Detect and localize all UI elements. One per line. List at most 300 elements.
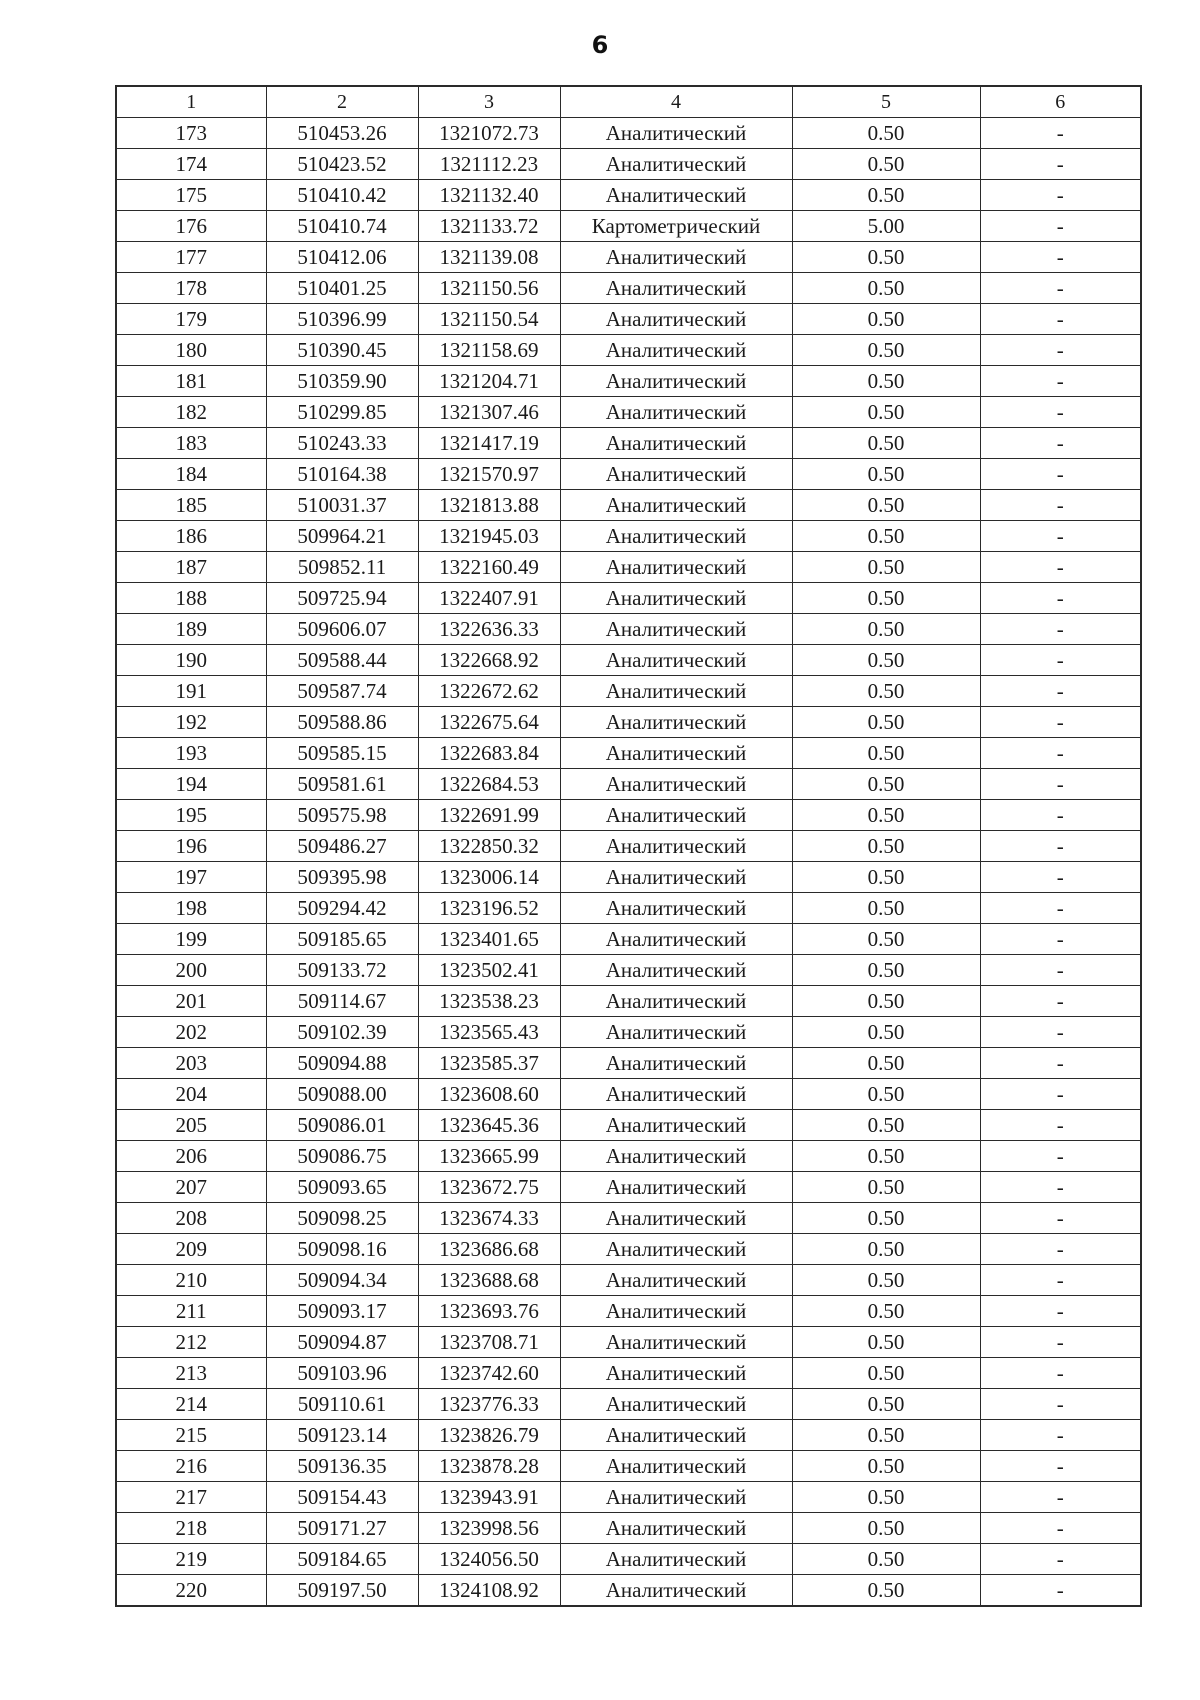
table-row — [116, 1172, 1141, 1203]
accuracy-cell: 0.50 — [792, 986, 980, 1017]
table-row — [116, 955, 1141, 986]
method-cell: Аналитический — [560, 831, 792, 862]
table-row — [116, 1513, 1141, 1544]
column-header-3: 3 — [418, 86, 560, 118]
description-cell: - — [980, 490, 1141, 521]
y-coordinate-cell: 1322160.49 — [418, 552, 560, 583]
method-cell: Аналитический — [560, 1234, 792, 1265]
x-coordinate-cell: 510243.33 — [266, 428, 418, 459]
method-cell: Аналитический — [560, 800, 792, 831]
description-cell: - — [980, 1451, 1141, 1482]
description-cell: - — [980, 366, 1141, 397]
column-header-4: 4 — [560, 86, 792, 118]
y-coordinate-cell: 1323672.75 — [418, 1172, 560, 1203]
method-cell: Аналитический — [560, 552, 792, 583]
x-coordinate-cell: 509086.01 — [266, 1110, 418, 1141]
method-cell: Аналитический — [560, 428, 792, 459]
point-number-cell: 202 — [116, 1017, 266, 1048]
method-cell: Картометрический — [560, 211, 792, 242]
description-cell: - — [980, 397, 1141, 428]
description-cell: - — [980, 1079, 1141, 1110]
y-coordinate-cell: 1321072.73 — [418, 118, 560, 149]
table-row — [116, 583, 1141, 614]
y-coordinate-cell: 1323401.65 — [418, 924, 560, 955]
accuracy-cell: 0.50 — [792, 1544, 980, 1575]
table-row — [116, 397, 1141, 428]
description-cell: - — [980, 1482, 1141, 1513]
table-row — [116, 1203, 1141, 1234]
table-row — [116, 335, 1141, 366]
accuracy-cell: 0.50 — [792, 583, 980, 614]
accuracy-cell: 0.50 — [792, 242, 980, 273]
y-coordinate-cell: 1321150.54 — [418, 304, 560, 335]
description-cell: - — [980, 118, 1141, 149]
x-coordinate-cell: 509098.16 — [266, 1234, 418, 1265]
y-coordinate-cell: 1321570.97 — [418, 459, 560, 490]
accuracy-cell: 0.50 — [792, 738, 980, 769]
x-coordinate-cell: 509171.27 — [266, 1513, 418, 1544]
x-coordinate-cell: 510031.37 — [266, 490, 418, 521]
table-row — [116, 645, 1141, 676]
accuracy-cell: 0.50 — [792, 1296, 980, 1327]
description-cell: - — [980, 645, 1141, 676]
method-cell: Аналитический — [560, 1296, 792, 1327]
point-number-cell: 176 — [116, 211, 266, 242]
x-coordinate-cell: 510401.25 — [266, 273, 418, 304]
point-number-cell: 208 — [116, 1203, 266, 1234]
x-coordinate-cell: 509114.67 — [266, 986, 418, 1017]
accuracy-cell: 0.50 — [792, 1079, 980, 1110]
x-coordinate-cell: 509103.96 — [266, 1358, 418, 1389]
accuracy-cell: 0.50 — [792, 1141, 980, 1172]
x-coordinate-cell: 510299.85 — [266, 397, 418, 428]
x-coordinate-cell: 509588.44 — [266, 645, 418, 676]
table-row — [116, 1327, 1141, 1358]
x-coordinate-cell: 509581.61 — [266, 769, 418, 800]
description-cell: - — [980, 769, 1141, 800]
method-cell: Аналитический — [560, 149, 792, 180]
description-cell: - — [980, 831, 1141, 862]
y-coordinate-cell: 1323998.56 — [418, 1513, 560, 1544]
y-coordinate-cell: 1324056.50 — [418, 1544, 560, 1575]
y-coordinate-cell: 1323608.60 — [418, 1079, 560, 1110]
accuracy-cell: 0.50 — [792, 1265, 980, 1296]
method-cell: Аналитический — [560, 1172, 792, 1203]
table-row — [116, 986, 1141, 1017]
accuracy-cell: 0.50 — [792, 1358, 980, 1389]
accuracy-cell: 0.50 — [792, 335, 980, 366]
point-number-cell: 189 — [116, 614, 266, 645]
table-row — [116, 1141, 1141, 1172]
description-cell: - — [980, 304, 1141, 335]
description-cell: - — [980, 924, 1141, 955]
y-coordinate-cell: 1321139.08 — [418, 242, 560, 273]
point-number-cell: 218 — [116, 1513, 266, 1544]
description-cell: - — [980, 211, 1141, 242]
method-cell: Аналитический — [560, 583, 792, 614]
y-coordinate-cell: 1322636.33 — [418, 614, 560, 645]
method-cell: Аналитический — [560, 1482, 792, 1513]
table-row — [116, 428, 1141, 459]
table-header-row — [116, 86, 1141, 118]
y-coordinate-cell: 1323826.79 — [418, 1420, 560, 1451]
point-number-cell: 188 — [116, 583, 266, 614]
point-number-cell: 190 — [116, 645, 266, 676]
method-cell: Аналитический — [560, 459, 792, 490]
x-coordinate-cell: 509964.21 — [266, 521, 418, 552]
accuracy-cell: 0.50 — [792, 955, 980, 986]
point-number-cell: 201 — [116, 986, 266, 1017]
x-coordinate-cell: 510453.26 — [266, 118, 418, 149]
y-coordinate-cell: 1323943.91 — [418, 1482, 560, 1513]
x-coordinate-cell: 510164.38 — [266, 459, 418, 490]
description-cell: - — [980, 955, 1141, 986]
point-number-cell: 194 — [116, 769, 266, 800]
point-number-cell: 177 — [116, 242, 266, 273]
accuracy-cell: 0.50 — [792, 1451, 980, 1482]
table-row — [116, 1544, 1141, 1575]
x-coordinate-cell: 509154.43 — [266, 1482, 418, 1513]
y-coordinate-cell: 1322683.84 — [418, 738, 560, 769]
point-number-cell: 217 — [116, 1482, 266, 1513]
table-row — [116, 893, 1141, 924]
description-cell: - — [980, 738, 1141, 769]
description-cell: - — [980, 1172, 1141, 1203]
description-cell: - — [980, 335, 1141, 366]
point-number-cell: 195 — [116, 800, 266, 831]
point-number-cell: 209 — [116, 1234, 266, 1265]
point-number-cell: 193 — [116, 738, 266, 769]
table-row — [116, 366, 1141, 397]
y-coordinate-cell: 1322675.64 — [418, 707, 560, 738]
y-coordinate-cell: 1323665.99 — [418, 1141, 560, 1172]
y-coordinate-cell: 1323686.68 — [418, 1234, 560, 1265]
y-coordinate-cell: 1324108.92 — [418, 1575, 560, 1607]
table-row — [116, 1017, 1141, 1048]
table-row — [116, 1296, 1141, 1327]
point-number-cell: 205 — [116, 1110, 266, 1141]
method-cell: Аналитический — [560, 893, 792, 924]
x-coordinate-cell: 509606.07 — [266, 614, 418, 645]
method-cell: Аналитический — [560, 490, 792, 521]
method-cell: Аналитический — [560, 1513, 792, 1544]
description-cell: - — [980, 986, 1141, 1017]
table-row — [116, 180, 1141, 211]
method-cell: Аналитический — [560, 180, 792, 211]
method-cell: Аналитический — [560, 1079, 792, 1110]
column-header-2: 2 — [266, 86, 418, 118]
y-coordinate-cell: 1323565.43 — [418, 1017, 560, 1048]
x-coordinate-cell: 509093.65 — [266, 1172, 418, 1203]
x-coordinate-cell: 509102.39 — [266, 1017, 418, 1048]
accuracy-cell: 0.50 — [792, 273, 980, 304]
accuracy-cell: 0.50 — [792, 1172, 980, 1203]
point-number-cell: 216 — [116, 1451, 266, 1482]
table-row — [116, 614, 1141, 645]
method-cell: Аналитический — [560, 304, 792, 335]
table-row — [116, 1079, 1141, 1110]
y-coordinate-cell: 1322668.92 — [418, 645, 560, 676]
x-coordinate-cell: 509852.11 — [266, 552, 418, 583]
accuracy-cell: 5.00 — [792, 211, 980, 242]
accuracy-cell: 0.50 — [792, 893, 980, 924]
table-row — [116, 1234, 1141, 1265]
method-cell: Аналитический — [560, 397, 792, 428]
x-coordinate-cell: 509184.65 — [266, 1544, 418, 1575]
point-number-cell: 215 — [116, 1420, 266, 1451]
table-row — [116, 1420, 1141, 1451]
y-coordinate-cell: 1321945.03 — [418, 521, 560, 552]
method-cell: Аналитический — [560, 1575, 792, 1607]
x-coordinate-cell: 510412.06 — [266, 242, 418, 273]
point-number-cell: 203 — [116, 1048, 266, 1079]
y-coordinate-cell: 1321150.56 — [418, 273, 560, 304]
description-cell: - — [980, 1141, 1141, 1172]
x-coordinate-cell: 509486.27 — [266, 831, 418, 862]
description-cell: - — [980, 459, 1141, 490]
table-row — [116, 1110, 1141, 1141]
table-row — [116, 862, 1141, 893]
accuracy-cell: 0.50 — [792, 924, 980, 955]
accuracy-cell: 0.50 — [792, 552, 980, 583]
accuracy-cell: 0.50 — [792, 800, 980, 831]
point-number-cell: 174 — [116, 149, 266, 180]
description-cell: - — [980, 1203, 1141, 1234]
table-row — [116, 273, 1141, 304]
method-cell: Аналитический — [560, 955, 792, 986]
table-row — [116, 304, 1141, 335]
x-coordinate-cell: 510390.45 — [266, 335, 418, 366]
description-cell: - — [980, 1358, 1141, 1389]
x-coordinate-cell: 509587.74 — [266, 676, 418, 707]
x-coordinate-cell: 509395.98 — [266, 862, 418, 893]
point-number-cell: 220 — [116, 1575, 266, 1607]
accuracy-cell: 0.50 — [792, 1482, 980, 1513]
description-cell: - — [980, 800, 1141, 831]
y-coordinate-cell: 1321158.69 — [418, 335, 560, 366]
point-number-cell: 200 — [116, 955, 266, 986]
accuracy-cell: 0.50 — [792, 118, 980, 149]
method-cell: Аналитический — [560, 366, 792, 397]
coordinates-table — [115, 85, 1142, 1607]
y-coordinate-cell: 1323538.23 — [418, 986, 560, 1017]
point-number-cell: 207 — [116, 1172, 266, 1203]
table-row — [116, 1451, 1141, 1482]
accuracy-cell: 0.50 — [792, 1203, 980, 1234]
accuracy-cell: 0.50 — [792, 676, 980, 707]
method-cell: Аналитический — [560, 707, 792, 738]
x-coordinate-cell: 510396.99 — [266, 304, 418, 335]
table-row — [116, 149, 1141, 180]
x-coordinate-cell: 510423.52 — [266, 149, 418, 180]
description-cell: - — [980, 1389, 1141, 1420]
accuracy-cell: 0.50 — [792, 490, 980, 521]
description-cell: - — [980, 707, 1141, 738]
method-cell: Аналитический — [560, 242, 792, 273]
x-coordinate-cell: 509088.00 — [266, 1079, 418, 1110]
table-row — [116, 1575, 1141, 1607]
point-number-cell: 210 — [116, 1265, 266, 1296]
accuracy-cell: 0.50 — [792, 1420, 980, 1451]
accuracy-cell: 0.50 — [792, 1017, 980, 1048]
accuracy-cell: 0.50 — [792, 304, 980, 335]
description-cell: - — [980, 1544, 1141, 1575]
accuracy-cell: 0.50 — [792, 862, 980, 893]
table-row — [116, 1389, 1141, 1420]
method-cell: Аналитический — [560, 1451, 792, 1482]
x-coordinate-cell: 510410.74 — [266, 211, 418, 242]
method-cell: Аналитический — [560, 1110, 792, 1141]
description-cell: - — [980, 614, 1141, 645]
y-coordinate-cell: 1321132.40 — [418, 180, 560, 211]
point-number-cell: 175 — [116, 180, 266, 211]
table-row — [116, 707, 1141, 738]
point-number-cell: 186 — [116, 521, 266, 552]
point-number-cell: 191 — [116, 676, 266, 707]
method-cell: Аналитический — [560, 614, 792, 645]
table-row — [116, 1358, 1141, 1389]
y-coordinate-cell: 1322850.32 — [418, 831, 560, 862]
method-cell: Аналитический — [560, 1358, 792, 1389]
accuracy-cell: 0.50 — [792, 1048, 980, 1079]
description-cell: - — [980, 273, 1141, 304]
y-coordinate-cell: 1323878.28 — [418, 1451, 560, 1482]
method-cell: Аналитический — [560, 862, 792, 893]
description-cell: - — [980, 1234, 1141, 1265]
y-coordinate-cell: 1322407.91 — [418, 583, 560, 614]
point-number-cell: 211 — [116, 1296, 266, 1327]
point-number-cell: 219 — [116, 1544, 266, 1575]
description-cell: - — [980, 149, 1141, 180]
method-cell: Аналитический — [560, 645, 792, 676]
table-body — [116, 118, 1141, 1607]
table-row — [116, 831, 1141, 862]
y-coordinate-cell: 1323688.68 — [418, 1265, 560, 1296]
description-cell: - — [980, 1575, 1141, 1607]
table-row — [116, 552, 1141, 583]
point-number-cell: 197 — [116, 862, 266, 893]
y-coordinate-cell: 1322691.99 — [418, 800, 560, 831]
description-cell: - — [980, 862, 1141, 893]
method-cell: Аналитический — [560, 1544, 792, 1575]
accuracy-cell: 0.50 — [792, 1327, 980, 1358]
table-row — [116, 924, 1141, 955]
x-coordinate-cell: 509136.35 — [266, 1451, 418, 1482]
x-coordinate-cell: 509588.86 — [266, 707, 418, 738]
y-coordinate-cell: 1322684.53 — [418, 769, 560, 800]
x-coordinate-cell: 509725.94 — [266, 583, 418, 614]
point-number-cell: 213 — [116, 1358, 266, 1389]
point-number-cell: 187 — [116, 552, 266, 583]
method-cell: Аналитический — [560, 1420, 792, 1451]
description-cell: - — [980, 242, 1141, 273]
accuracy-cell: 0.50 — [792, 645, 980, 676]
y-coordinate-cell: 1323693.76 — [418, 1296, 560, 1327]
accuracy-cell: 0.50 — [792, 707, 980, 738]
y-coordinate-cell: 1321417.19 — [418, 428, 560, 459]
y-coordinate-cell: 1323196.52 — [418, 893, 560, 924]
x-coordinate-cell: 509094.34 — [266, 1265, 418, 1296]
point-number-cell: 183 — [116, 428, 266, 459]
point-number-cell: 181 — [116, 366, 266, 397]
point-number-cell: 173 — [116, 118, 266, 149]
y-coordinate-cell: 1323502.41 — [418, 955, 560, 986]
description-cell: - — [980, 428, 1141, 459]
column-header-1: 1 — [116, 86, 266, 118]
point-number-cell: 185 — [116, 490, 266, 521]
y-coordinate-cell: 1323006.14 — [418, 862, 560, 893]
description-cell: - — [980, 1420, 1141, 1451]
method-cell: Аналитический — [560, 1327, 792, 1358]
accuracy-cell: 0.50 — [792, 428, 980, 459]
x-coordinate-cell: 509133.72 — [266, 955, 418, 986]
description-cell: - — [980, 1110, 1141, 1141]
method-cell: Аналитический — [560, 118, 792, 149]
accuracy-cell: 0.50 — [792, 180, 980, 211]
method-cell: Аналитический — [560, 676, 792, 707]
description-cell: - — [980, 1017, 1141, 1048]
table-row — [116, 676, 1141, 707]
table-row — [116, 118, 1141, 149]
point-number-cell: 196 — [116, 831, 266, 862]
point-number-cell: 192 — [116, 707, 266, 738]
accuracy-cell: 0.50 — [792, 149, 980, 180]
method-cell: Аналитический — [560, 1141, 792, 1172]
x-coordinate-cell: 509197.50 — [266, 1575, 418, 1607]
point-number-cell: 182 — [116, 397, 266, 428]
method-cell: Аналитический — [560, 738, 792, 769]
description-cell: - — [980, 1048, 1141, 1079]
x-coordinate-cell: 509585.15 — [266, 738, 418, 769]
method-cell: Аналитический — [560, 1017, 792, 1048]
method-cell: Аналитический — [560, 1389, 792, 1420]
point-number-cell: 204 — [116, 1079, 266, 1110]
description-cell: - — [980, 180, 1141, 211]
description-cell: - — [980, 1265, 1141, 1296]
x-coordinate-cell: 509110.61 — [266, 1389, 418, 1420]
method-cell: Аналитический — [560, 1265, 792, 1296]
table-row — [116, 242, 1141, 273]
x-coordinate-cell: 509294.42 — [266, 893, 418, 924]
y-coordinate-cell: 1321133.72 — [418, 211, 560, 242]
description-cell: - — [980, 676, 1141, 707]
y-coordinate-cell: 1323708.71 — [418, 1327, 560, 1358]
accuracy-cell: 0.50 — [792, 1513, 980, 1544]
description-cell: - — [980, 1327, 1141, 1358]
accuracy-cell: 0.50 — [792, 614, 980, 645]
accuracy-cell: 0.50 — [792, 397, 980, 428]
description-cell: - — [980, 583, 1141, 614]
point-number-cell: 206 — [116, 1141, 266, 1172]
table-row — [116, 1048, 1141, 1079]
description-cell: - — [980, 893, 1141, 924]
x-coordinate-cell: 509098.25 — [266, 1203, 418, 1234]
accuracy-cell: 0.50 — [792, 831, 980, 862]
page-number: 6 — [591, 31, 609, 59]
table-row — [116, 521, 1141, 552]
x-coordinate-cell: 509086.75 — [266, 1141, 418, 1172]
accuracy-cell: 0.50 — [792, 1234, 980, 1265]
column-header-6: 6 — [980, 86, 1141, 118]
x-coordinate-cell: 509123.14 — [266, 1420, 418, 1451]
point-number-cell: 212 — [116, 1327, 266, 1358]
point-number-cell: 178 — [116, 273, 266, 304]
accuracy-cell: 0.50 — [792, 366, 980, 397]
point-number-cell: 199 — [116, 924, 266, 955]
method-cell: Аналитический — [560, 335, 792, 366]
accuracy-cell: 0.50 — [792, 1389, 980, 1420]
accuracy-cell: 0.50 — [792, 521, 980, 552]
